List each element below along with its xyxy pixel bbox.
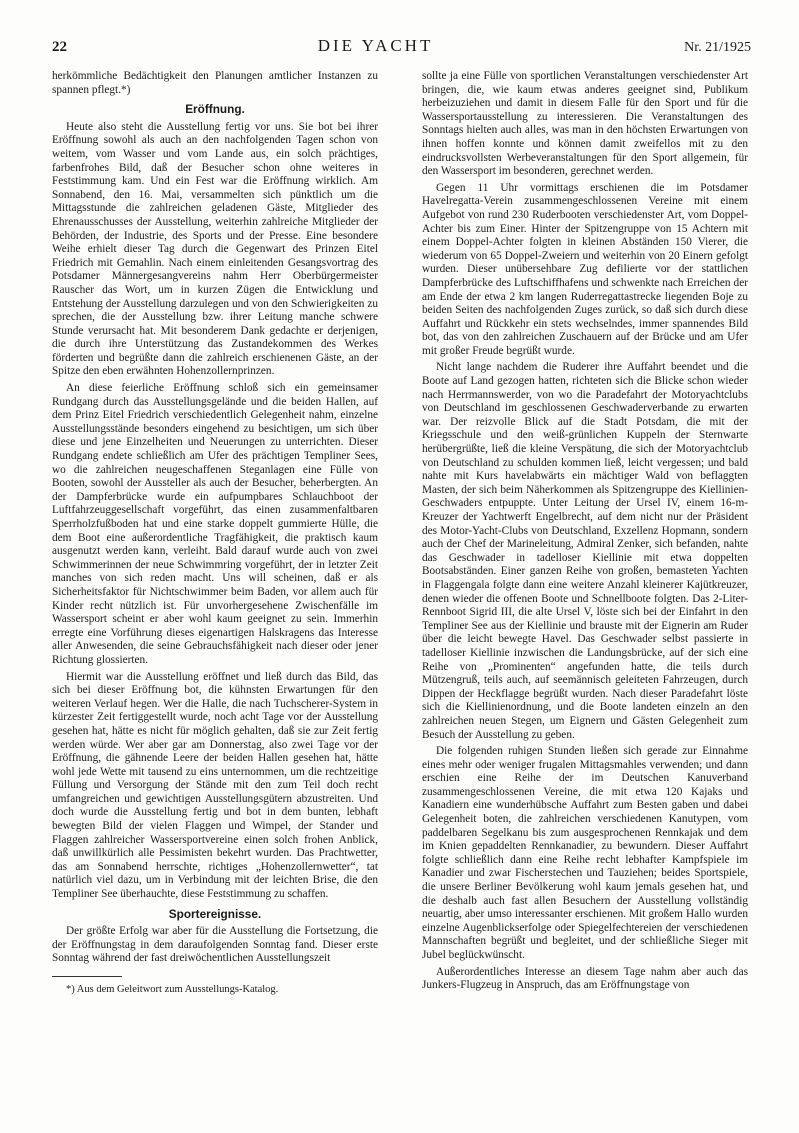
paragraph: Hiermit war die Ausstellung eröffnet und ließ durch das Bild, das sich bei dieser Eröffnung bot, die kühnsten Erwartungen für den weiteren Verlauf hegen. Wer die Halle, die nach Tuchscherer-System in kürzester Zeit fertiggestellt wurde, noch acht Tage vor der Ausstellung gesehen hat, hätte es nicht für möglich gehalten, daß sie zur Zeit fertig werden würde. Wer aber gar am Donnerstag, also zwei Tage vor der Eröffnung, die gähnende Leere der beiden Hallen gesehen hat, hätte wohl jede Wette mit tausend zu eins unternommen, um die rechtzeitige Füllung und Versorgung der Stände mit den zum Teil doch recht umfangreichen und gewichtigen Ausstellungsgütern abzustreiten. Und doch wurde die Ausstellung fertig und bot in dem bunten, lebhaft bewegten Bild der vielen Flaggen und Wimpel, der Stander und Flaggen zahlreicher Wassersportvereine einen solch frohen Anblick, daß unwillkürlich alle Pessimisten bekehrt wurden. Das Prachtwetter, das am Sonnabend herrschte, richtiges „Hohenzollernwetter“, tat natürlich viel dazu, um in Verbindung mit der leichten Brise, die den Templiner See überhauchte, diese Feststimmung zu schaffen. — [52, 670, 378, 901]
section-heading-sportereignisse: Sportereignisse. — [168, 906, 262, 921]
issue-number: Nr. 21/1925 — [684, 40, 751, 55]
footnote: *) Aus dem Geleitwort zum Ausstellungs-Katalog. — [66, 984, 279, 995]
page-number: 22 — [52, 39, 67, 55]
paragraph: Der größte Erfolg war aber für die Ausstellung die Fortsetzung, die der Eröffnungstag in dem daraufolgenden Sonntag fand. Dieser erste Sonntag während der fast dreiwöchentlichen Ausstellungszeit — [52, 925, 378, 965]
right-column — [422, 70, 748, 996]
section-heading-eroeffnung: Eröffnung. — [185, 102, 245, 117]
footnote-divider — [52, 976, 122, 977]
paragraph: herkömmliche Bedächtigkeit den Planungen amtlicher Instanzen zu spannen pflegt.*) — [52, 70, 378, 96]
paragraph: Nicht lange nachdem die Ruderer ihre Auffahrt beendet und die Boote auf Land gezogen hatten, richteten sich die Blicke schon wieder nach Herrmannswerder, von wo die Paradefahrt der Motoryachtclubs von Deutschland im geschlossenen Geschwaderverbande zu erwarten war. Der reizvolle Blick auf die Stadt Potsdam, die mit der Kriegsschule und den weiß-grünlichen Kuppeln der Sternwarte herübergrüßte, ließ die kleine Verspätung, die sich der Motoryachtclub von Deutschland zu schulden kommen ließ, leicht vergessen; und bald nahte mit Kurs havelabwärts ein mächtiger Wald von beflaggten Masten, der sich beim Näherkommen als Spitzengruppe des Kiellinien-Geschwaders entpuppte. Unter Leitung der Ursel IV, einem 16-m-Kreuzer der Yachtwerft Engelbrecht, auf dem nicht nur der Präsident des Motor-Yacht-Clubs von Deutschland, Exzellenz Hopmann, sondern auch der Chef der Marineleitung, Admiral Zenker, sich befanden, nahte das Geschwader in tadelloser Kiellinie mit etwa doppelten Bootsabständen. Einer ganzen Reihe von großen, bemasteten Yachten in Flaggengala folgte dann eine weitere Anzahl kleinerer Kajütkreuzer, denen wieder die offenen Boote und Schnellboote folgten. Das 2-Liter-Rennboot Sigrid III, die alte Ursel V, löste sich bei der Einfahrt in den Templiner See aus der Kiellinie und brauste mit der Eignerin am Ruder über die leicht bewegte Havel. Das Geschwader selbst passierte in tadelloser Kiellinie inzwischen die Landungsbrücke, auf der sich eine Reihe von „Prominenten“ angefunden hatte, die teils durch Mützengruß, teils auch, auf seemännisch geleiteten Fahrzeugen, durch Dippen der Heckflagge begrüßt wurden. Nach dieser Paradefahrt löste sich die Kiellinienordnung, und die Boote landeten einzeln an den zahlreichen neuen Stegen, um Eignern und Gästen Gelegenheit zum Besuch der Ausstellung zu geben. — [422, 361, 748, 741]
paragraph: Heute also steht die Ausstellung fertig vor uns. Sie bot bei ihrer Eröffnung sowohl als auch an den nachfolgenden Tagen schon von weitem, vom Wasser und vom Lande aus, ein solch prächtiges, farbenfrohes Bild, daß der Besucher schon ohne weiteres in Feststimmung kam. Und ein Fest war die Eröffnung wirklich. Am Sonnabend, den 16. Mai, versammelten sich pünktlich um die Mittagsstunde die zahlreichen geladenen Gäste, Mitglieder des Ehrenausschusses der Ausstellung, weiterhin zahlreiche Mitglieder der Behörden, der Industrie, des Sports und der Presse. Eine besondere Weihe erhielt dieser Tag durch die Gegenwart des Prinzen Eitel Friedrich mit Gemahlin. Nach einem einleitenden Gesangsvortrag des Potsdamer Männergesangvereins nahm Herr Oberbürgermeister Rauscher das Wort, um in kurzen Zügen die Entwicklung und Entstehung der Ausstellung darzulegen und von den Schwierigkeiten zu sprechen, die der Ausstellung bzw. ihrer Leitung manche schwere Stunde verursacht hat. Mit besonderem Dank gedachte er derjenigen, die durch ihre Unterstützung das Zustandekommen des Werkes förderten und begrüßte dann die zahlreich erschienenen Gäste, an der Spitze den eben erwähnten Hohenzollernprinzen. — [52, 120, 378, 378]
paragraph: An diese feierliche Eröffnung schloß sich ein gemeinsamer Rundgang durch das Ausstellungsgelände und die beiden Hallen, auf dem Prinz Eitel Friedrich verschiedentlich Gelegenheit nahm, einzelne Ausstellungsstände besonders eingehend zu besichtigen, um sich über diese und jene Einzelheiten und Neuerungen zu unterrichten. Dieser Rundgang endete schließlich am Ufer des prächtigen Templiner Sees, wo die zahlreichen neugeschaffenen Steganlagen eine Fülle von Booten, sowohl der Aussteller als auch der Besucher, beherbergten. An der Dampferbrücke wurde ein aufpumpbares Schlauchboot der Luftfahrzeuggesellschaft vorgeführt, das einen zusammenfaltbaren Sperrholzfußboden hat und eine starke doppelt gummierte Hülle, die dem Boot eine außerordentliche Tragfähigkeit, die praktisch kaum ausgenutzt werden kann, verleiht. Bald darauf wurde auch von zwei Schwimmerinnen der neue Schwimmring vorgeführt, der in letzter Zeit manches von sich reden macht. Uns will scheinen, daß er als Sicherheitsfaktor für Nichtschwimmer beim Baden, vor allem auch für Kinder recht nützlich ist. Für unvorhergesehene Zwischenfälle im Wassersport scheint er aber wohl kaum geeignet zu sein. Immerhin erregte eine Vorführung dieses eigenartigen Halskragens das Interesse aller Anwesenden, die seine Gebrauchsfähigkeit nach dieser oder jener Richtung glossierten. — [52, 382, 378, 666]
paragraph: Die folgenden ruhigen Stunden ließen sich gerade zur Einnahme eines mehr oder weniger frugalen Mittagsmahles verwenden; und dann erschien eine Reihe der im Deutschen Kanuverband zusammengeschlossenen Vereine, die mit etwa 120 Kajaks und Kanadiern eine wunderhübsche Auffahrt zum Besten gaben und dabei Gelegenheit boten, die zahlreichen verschiedenen Kanutypen, vom paddelbaren Segelkanu bis zum ausgesprochenen Rennkajak und dem im Knien gepaddelten Rennkanadier, zu bewundern. Dieser Auffahrt folgte schließlich dann eine Reihe recht lebhafter Kampfspiele im Kanadier und zwar Fischerstechen und Tauziehen; beides Sportspiele, die unsere Berliner Bevölkerung wohl kaum jemals gesehen hat, und die deshalb auch fast allen Besuchern der Ausstellung vollständig neuartig, aber umso interessanter erschienen. Mit großem Hallo wurden einzelne Augenblickserfolge oder Spiegelfechtereien der verschiedenen Mannschaften begrüßt und begleitet, und der schließliche Sieger mit Jubel beglückwünscht. — [422, 745, 748, 961]
journal-title: DIE YACHT — [317, 36, 434, 55]
paragraph: sollte ja eine Fülle von sportlichen Veranstaltungen verschiedenster Art bringen, die, wie kaum etwas anderes geeignet sind, Publikum herbeizuziehen und damit in diesem Falle für den Sport und für die Wassersportausstellung zu interessieren. Die Veranstaltungen des Sonntags hielten auch alles, was man in den höchsten Erwartungen von ihnen hoffen konnte und können damit zweifellos mit zu den eindrucksvollsten Werbeveranstaltungen für den Sport allgemein, für den Wassersport im besonderen, gerechnet werden. — [422, 70, 748, 178]
paragraph: Außerordentliches Interesse an diesem Tage nahm aber auch das Junkers-Flugzeug in Anspruch, das am Eröffnungstage von — [422, 965, 748, 992]
left-column — [52, 70, 378, 1000]
paragraph: Gegen 11 Uhr vormittags erschienen die im Potsdamer Havelregatta-Verein zusammengeschlossenen Vereine mit einem Aufgebot von rund 230 Ruderbooten verschiedenster Art, vom Doppel-Achter bis zum Einer. Hinter der Spitzengruppe von 15 Achtern mit einem Doppel-Achter folgten in kleinen Abständen 150 Vierer, die wiederum von 65 Doppel-Zweiern und weiterhin von 20 Einern gefolgt wurden. Dieser unübersehbare Zug defilierte vor der stattlichen Dampferbrücke des Luftschiffhafens und schwenkte nach Erreichen der am Ende der etwa 2 km langen Ruderregattastrecke liegenden Boje zu beiden Seiten des nachfolgenden Zuges zurück, so daß sich durch diese Auffahrt und Rückkehr ein stets wechselndes, immer spannendes Bild bot, das von den zahlreichen Zuschauern auf der Brücke und am Ufer mit großer Freude begrüßt wurde. — [422, 181, 748, 357]
page-header — [52, 36, 751, 58]
